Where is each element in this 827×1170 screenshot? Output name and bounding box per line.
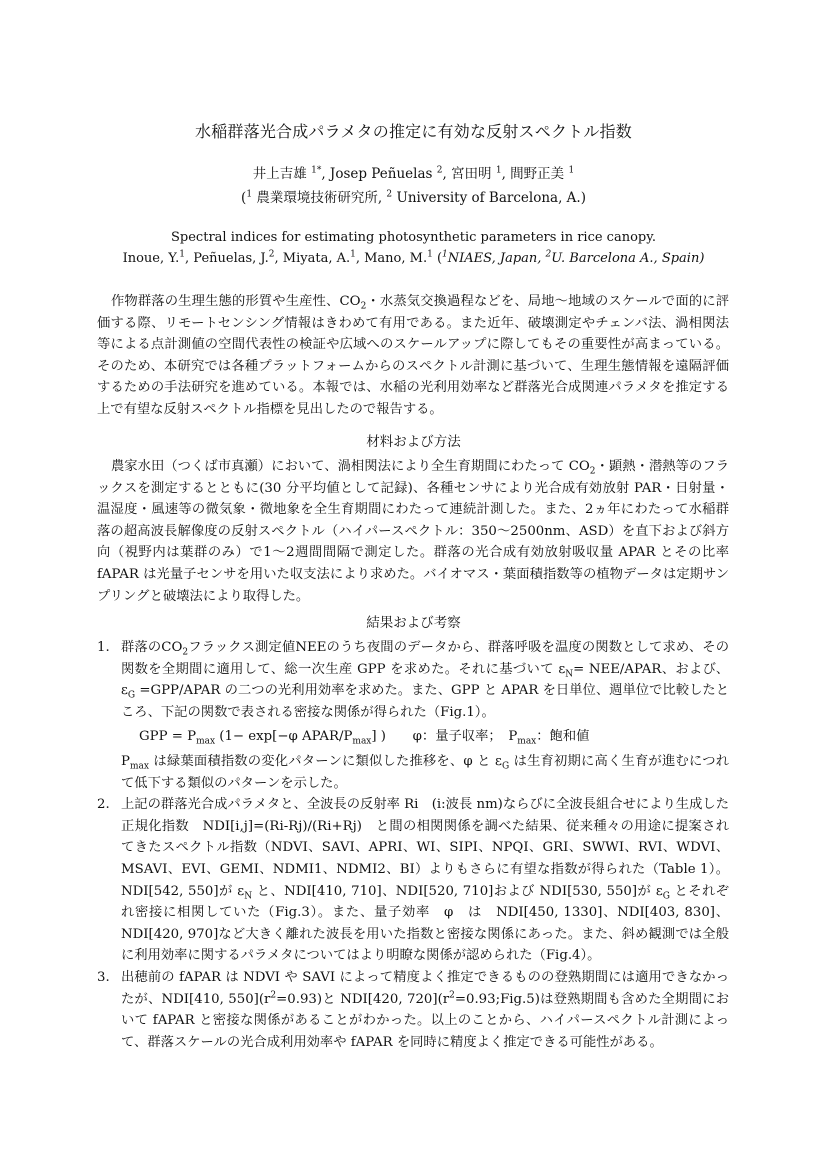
gpp-equation	[97, 726, 729, 748]
result-text: = NEE/APAR、および、ε	[121, 661, 729, 699]
en-author-text: , Miyata, A.	[274, 251, 351, 266]
affil-sup: 1	[246, 189, 253, 200]
intro-sub: 2	[360, 301, 367, 312]
affil-text: University of Barcelona, A.)	[392, 190, 586, 206]
affil-sup: 2	[386, 189, 393, 200]
methods-text: ・顕熱・潜熱等のフラックスを測定するとともに(30 分平均値として記録)、各種センサにより光合成有効放射 PAR・日射量・温湿度・風速等の微気象・微地象を全生育期間にわたって連続計測した。また、2ヵ年にわたって水稲群落の超高波長解像度の反射スペクトル（ハイパースペクトル：350〜2500nm、ASD）を直下および斜方向（視野内は葉群のみ）で1〜2週間間隔で測定した。群落の光合成有効放射吸収量 APAR とその比率 fAPAR は光量子センサを用いた収支法により求めた。バイオマス・葉面積指数等の植物データは定期サンプリングと破壊法により取得した。	[97, 459, 729, 604]
methods-paragraph	[97, 456, 729, 607]
heading-results: 結果および考察	[366, 615, 461, 631]
equation-sub: max	[352, 737, 372, 748]
en-author-text: , Peñuelas, J.	[185, 251, 269, 266]
equation-text: ] ) φ：量子収率； P	[371, 729, 518, 745]
equation-sub: max	[517, 737, 537, 748]
result-text: と、NDI[410, 710]、NDI[520, 710]および NDI[530, 550]が ε	[252, 883, 663, 899]
result-sub: N	[244, 891, 253, 902]
author-sup: 1	[568, 165, 575, 176]
en-author-sup: 1	[179, 249, 186, 260]
en-author-sup: 1	[350, 249, 356, 260]
equation-text: GPP = P	[139, 729, 197, 745]
result-text: =0.93;Fig.5)は登熟期間も含めた全期間において fAPAR と密接な関係があることがわかった。以上のことから、ハイパースペクトル計測によって、群落スケールの光合成利用効率や fAPAR を同時に精度よく推定できる可能性がある。	[121, 991, 729, 1050]
result-item-2	[97, 794, 729, 967]
en-author-text: , Mano, M.	[355, 251, 428, 266]
result-sub: G	[501, 761, 510, 772]
result-item-3	[97, 967, 729, 1053]
result-text: フラックス測定値NEEのうち夜間のデータから、群落呼吸を温度の関数として求め、その関数を全期間に適用して、総一次生産 GPP を求めた。それに基づいて ε	[121, 640, 729, 677]
author-sup: 1	[495, 165, 502, 176]
result-sub: N	[565, 669, 574, 680]
affil-text: 農業環境技術研究所,	[252, 190, 387, 206]
result-text: 出穂前の fAPAR は NDVI や SAVI によって精度よく推定できるものの登熟期間には適用できなかったが、NDI[410, 550](r	[121, 969, 729, 1007]
result-sub: 2	[182, 647, 189, 658]
result-text: 群落のCO	[121, 640, 183, 655]
item-number: 1.	[97, 640, 110, 655]
heading-methods: 材料および方法	[366, 434, 461, 450]
en-author-text: (	[432, 251, 443, 266]
result-text: 上記の群落光合成パラメタと、全波長の反射率 Ri (i:波長 nm)ならびに全波長組合せにより生成した正規化指数 NDI[i,j]=(Ri-Rj)/(Ri+Rj) と間の相関関係を調べた結果、従来種々の用途に提案されてきたスペクトル指数（NDVI、SAVI、APRI、WI、SIPI、NPQI、GRI、SWWI、RVI、WDVI、MSAVI、EVI、GEMI、NDMI1、NDMI2、BI）よりもさらに有望な指数が得られた（Table 1）。NDI[542, 550]が ε	[121, 797, 729, 899]
affiliation	[0, 186, 827, 206]
author-sup: 1*	[311, 165, 322, 176]
result-sup: 2	[449, 990, 455, 1001]
methods-text: 農家水田（つくば市真瀬）において、渦相関法により全生育期間にわたって CO	[110, 459, 590, 474]
en-author-sup: 1	[427, 249, 433, 260]
result-text: は緑葉面積指数の変化パターンに類似した推移を、φ と ε	[148, 753, 502, 769]
paper-title: 水稲群落光合成パラメタの推定に有効な反射スペクトル指数	[195, 122, 632, 141]
item-number: 2.	[97, 797, 110, 813]
intro-text: 作物群落の生理生態的形質や生産性、CO	[110, 294, 361, 309]
result-text: =GPP/APAR の二つの光利用効率を求めた。また、GPP と APAR を日単位、週単位で比較したところ、下記の関数で表される密接な関係が得られた（Fig.1）。	[121, 683, 729, 720]
intro-paragraph	[97, 291, 729, 421]
author-text: , Josep Peñuelas	[321, 166, 437, 182]
author-list	[0, 162, 827, 182]
result-text: とそれぞれ密接に相関していた（Fig.3）。また、量子効率 φ は NDI[450, 1330]、NDI[403, 830]、NDI[420, 970]など大きく離れた波長を用いた指数と密接な関係にあった。また、斜め観測では全般に利用効率に関するパラメタについてはより明瞭な関係が認められた（Fig.4）。	[121, 883, 729, 964]
result-item-1	[97, 637, 729, 723]
en-author-text: Inoue, Y.	[122, 251, 180, 266]
author-text: , 宮田明	[442, 166, 496, 182]
author-sup: 2	[436, 165, 443, 176]
result-sup: 2	[270, 990, 277, 1001]
methods-sub: 2	[589, 466, 596, 477]
author-text: , 間野正美	[501, 166, 569, 182]
result-text: P	[121, 753, 130, 769]
result-sub: max	[129, 761, 149, 772]
en-affil-text: NIAES, Japan,	[447, 251, 546, 266]
result-text: は生育初期に高く生育が進むにつれて低下する類似のパターンを示した。	[121, 753, 729, 791]
result-text: =0.93)と NDI[420, 720](r	[276, 991, 450, 1007]
result-item-1-continued	[97, 751, 729, 794]
equation-sub: max	[196, 737, 216, 748]
result-sub: G	[127, 690, 136, 701]
en-author-sup: 1	[442, 249, 448, 260]
intro-text: ・水蒸気交換過程などを、局地〜地域のスケールで面的に評価する際、リモートセンシング情報はきわめて有用である。また近年、破壊測定やチェンバ法、渦相関法等による点計測値の空間代表性の検証や広域へのスケールアップに際してもその重要性が高まっている。そのため、本研究では各種プラットフォームからのスペクトル計測に基づいて、生理生態情報を遠隔評価するための手法研究を進めている。本報では、水稲の光利用効率など群落光合成関連パラメタを推定する上で有望な反射スペクトル指標を見出したので報告する。	[97, 294, 729, 417]
en-author-sup: 2	[268, 249, 275, 260]
results-list	[97, 637, 729, 1053]
result-sub: G	[662, 891, 670, 902]
affil-text: (	[241, 190, 247, 206]
author-text: 井上吉雄	[252, 166, 312, 182]
english-title: Spectral indices for estimating photosynthetic parameters in rice canopy.	[171, 230, 656, 245]
equation-text: (1− exp[−φ APAR/P	[215, 729, 353, 745]
en-author-sup: 2	[545, 249, 552, 260]
equation-text: ：飽和値	[536, 729, 590, 745]
english-authors	[0, 251, 827, 266]
item-number: 3.	[97, 969, 110, 985]
en-affil-text: U. Barcelona A., Spain)	[551, 251, 705, 266]
